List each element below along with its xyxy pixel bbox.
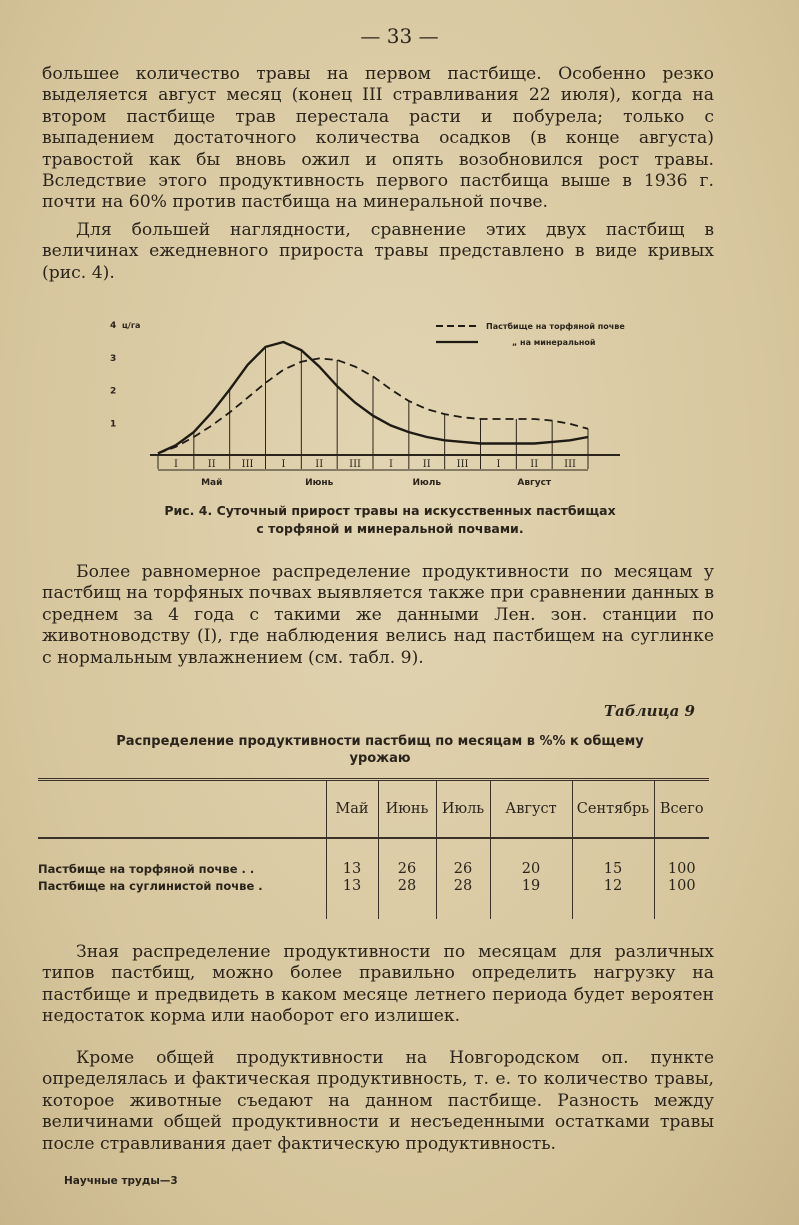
legend-label-mineral: „ на минеральной: [512, 338, 596, 347]
month-label: Май: [201, 478, 223, 488]
y-axis-unit: ц/га: [122, 321, 141, 330]
table-header-stub: [38, 780, 326, 839]
period-label: I: [173, 459, 178, 470]
table-number: Таблица 9: [603, 702, 695, 720]
table-cell: 13: [326, 878, 378, 895]
period-label: II: [315, 459, 324, 470]
paragraph-figure-intro: Для большей наглядности, сравнение этих двух пастбищ в величинах ежедневного прироста травы представлено в виде кривых (рис. 4).: [42, 220, 714, 283]
table-spacer-row: [38, 838, 709, 861]
paragraph-actual-productivity: Кроме общей продуктивности на Новгородском оп. пункте определялась и фактическая продуктивность, т. е. то количество травы, которое животные съедают на данном пастбище. Разность между величинами общей продуктивности и несъеденными остатками травы после стравливания дает фактическую продуктивность.: [42, 1048, 714, 1154]
table-title-line1: Распределение продуктивности пастбищ по месяцам в %% к общему: [116, 734, 644, 749]
table-header-september: Сентябрь: [572, 780, 654, 839]
paragraph-distribution: Более равномерное распределение продуктивности по месяцам у пастбищ на торфяных почвах выявляется также при сравнении данных в среднем за 4 года с такими же данными Лен. зон. станции по животноводству (I), где наблюдения велись над пастбищем на суглинке с нормальным увлажнением (см. табл. 9).: [42, 562, 714, 668]
paragraph-load-planning: Зная распределение продуктивности по месяцам для различных типов пастбищ, можно более правильно определить нагрузку на пастбище и предвидеть в каком месяце летнего периода будет вероятен недостаток корма или наоборот его излишек.: [42, 942, 714, 1027]
figure-caption-line1: Рис. 4. Суточный прирост травы на искусственных пастбищах: [164, 503, 616, 518]
table-header-june: Июнь: [378, 780, 436, 839]
table-cell: 15: [572, 861, 654, 878]
period-label: I: [388, 459, 393, 470]
y-tick-label: 2: [110, 386, 117, 397]
table-row: [38, 861, 709, 878]
table-tail-row: [38, 895, 709, 919]
y-tick-label: 4: [110, 321, 117, 331]
table-cell: 26: [378, 861, 436, 878]
month-label: Июнь: [305, 478, 334, 488]
row-label: Пастбище на суглинистой почве .: [38, 879, 263, 893]
y-tick-label: 1: [110, 419, 117, 430]
table-cell: 28: [378, 878, 436, 895]
month-label: Август: [517, 478, 552, 488]
period-label: III: [349, 459, 362, 470]
table-header-total: Всего: [654, 780, 709, 839]
table-cell: 19: [490, 878, 572, 895]
figure-caption-line2: с торфяной и минеральной почвами.: [256, 521, 524, 536]
table-cell: 26: [436, 861, 490, 878]
y-tick-label: 3: [110, 353, 117, 364]
footer-signature: Научные труды—3: [64, 1175, 178, 1187]
table-title: [60, 733, 700, 767]
table-header-july: Июль: [436, 780, 490, 839]
daily-growth-chart: [100, 312, 680, 498]
period-label: II: [530, 459, 539, 470]
productivity-table: [38, 778, 709, 919]
table-cell: 20: [490, 861, 572, 878]
period-label: I: [496, 459, 501, 470]
row-label: Пастбище на торфяной почве . .: [38, 862, 255, 876]
period-label: III: [241, 459, 254, 470]
period-label: III: [564, 459, 577, 470]
table-cell: 12: [572, 878, 654, 895]
table-title-line2: урожаю: [349, 751, 411, 766]
period-label: II: [207, 459, 216, 470]
table-cell: 100: [654, 878, 709, 895]
page-number: — 33 —: [360, 24, 439, 48]
table-header-row: [38, 780, 709, 839]
figure-caption: [90, 502, 690, 538]
period-label: II: [422, 459, 431, 470]
period-label: III: [456, 459, 469, 470]
period-label: I: [281, 459, 286, 470]
table-row: [38, 878, 709, 895]
paragraph-continuation: большее количество травы на первом пастбище. Особенно резко выделяется август месяц (конец III стравливания 22 июля), когда на втором пастбище трав перестала расти и побурела; только с выпадением достаточного количества осадков (в конце августа) травостой как бы вновь ожил и опять возобновился рост травы. Вследствие этого продуктивность первого пастбища выше в 1936 г. почти на 60% против пастбища на минеральной почве.: [42, 64, 714, 213]
chart-legend: [436, 321, 625, 347]
month-label: Июль: [412, 478, 442, 488]
table-cell: 13: [326, 861, 378, 878]
table-cell: 28: [436, 878, 490, 895]
table-header-may: Май: [326, 780, 378, 839]
table-cell: 100: [654, 861, 709, 878]
table-header-august: Август: [490, 780, 572, 839]
legend-label-peat: Пастбище на торфяной почве: [486, 322, 625, 331]
